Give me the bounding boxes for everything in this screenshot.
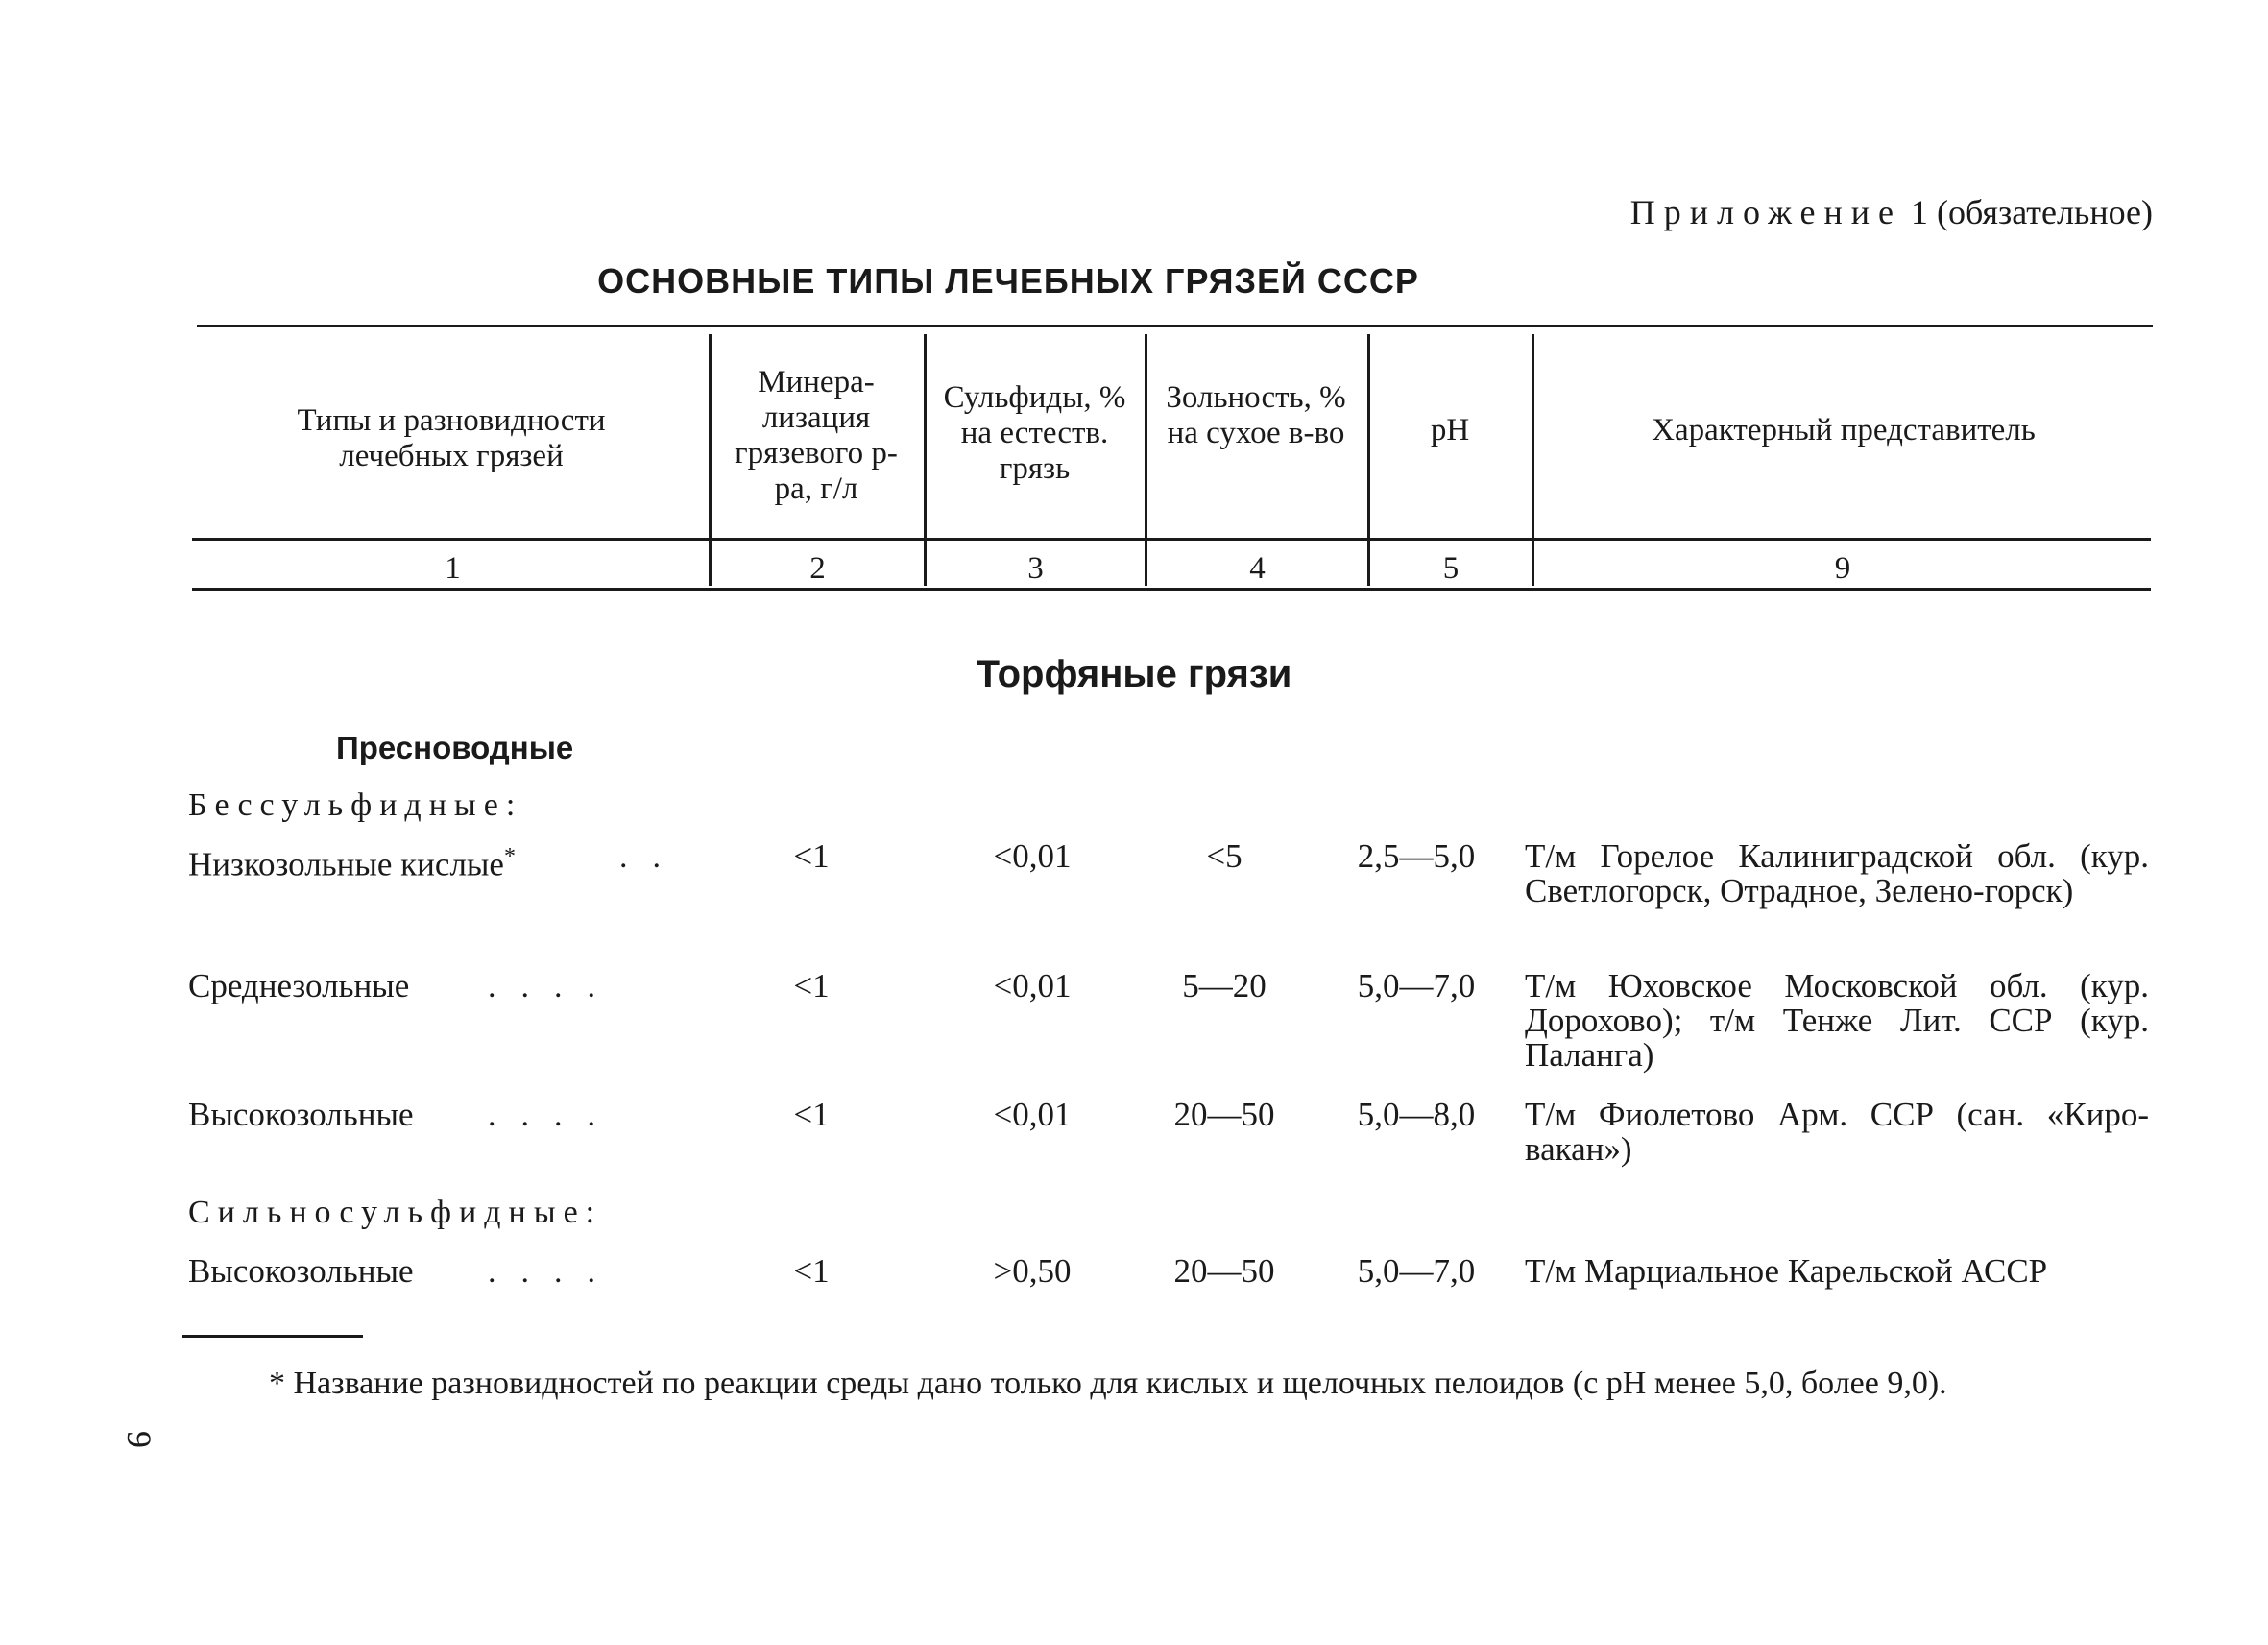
cell-mineralization: <1: [793, 967, 830, 1004]
row-name: Среднезольные: [188, 967, 410, 1004]
group-label: Сильносульфидные:: [188, 1195, 603, 1230]
group-label: Бессульфидные:: [188, 787, 523, 823]
cell-sulfides: <0,01: [993, 1096, 1072, 1133]
leader-dots: ..: [619, 839, 686, 875]
leader-dots: ....: [488, 969, 620, 1004]
header-col-sulfides: Сульфиды, % на естеств. грязь: [943, 380, 1126, 486]
column-number: 1: [445, 551, 461, 586]
column-divider: [1145, 334, 1147, 586]
column-divider: [1532, 334, 1534, 586]
footnote: * Название разновидностей по реакции среды дано только для кислых и щелочных пелоидов (с pH менее 5,0, более 9,0).: [269, 1366, 1947, 1401]
cell-ash: 20—50: [1173, 1252, 1275, 1290]
cell-sulfides: <0,01: [993, 967, 1072, 1004]
header-col-type: Типы и разновидности лечебных грязей: [297, 403, 606, 473]
cell-ph: 2,5—5,0: [1357, 837, 1476, 875]
cell-ph: 5,0—8,0: [1357, 1096, 1476, 1133]
cell-ash: 20—50: [1173, 1096, 1275, 1133]
column-divider: [924, 334, 927, 586]
header-bottom-rule: [192, 538, 2151, 541]
cell-ph: 5,0—7,0: [1357, 1252, 1476, 1290]
cell-mineralization: <1: [793, 837, 830, 875]
cell-sulfides: >0,50: [993, 1252, 1072, 1290]
leader-dots: ....: [488, 1098, 620, 1133]
row-name: Высокозольные: [188, 1096, 414, 1133]
column-divider: [709, 334, 712, 586]
cell-mineralization: <1: [793, 1096, 830, 1133]
header-col-representative: Характерный представитель: [1652, 413, 2036, 448]
footnote-divider: [182, 1335, 363, 1338]
subsection-title: Пресноводные: [336, 730, 574, 765]
table-numbers-rule: [192, 588, 2151, 591]
cell-ph: 5,0—7,0: [1357, 967, 1476, 1004]
table-top-rule: [197, 325, 2153, 327]
header-col-ph: pH: [1430, 413, 1470, 448]
cell-sulfides: <0,01: [993, 837, 1072, 875]
header-col-mineralization: Минера-лизация грязевого р-ра, г/л: [735, 365, 898, 506]
header-col-ash: Зольность, % на сухое в-во: [1166, 380, 1346, 450]
cell-representative: Т/м Горелое Калиниградской обл. (кур. Светлогорск, Отрадное, Зелено-горск): [1525, 837, 2149, 909]
cell-mineralization: <1: [793, 1252, 830, 1290]
cell-ash: 5—20: [1182, 967, 1267, 1004]
page-number: 9: [120, 1431, 158, 1448]
row-name: Высокозольные: [188, 1252, 414, 1290]
section-title: Торфяные грязи: [976, 653, 1292, 695]
column-divider: [1367, 334, 1370, 586]
column-number: 5: [1442, 551, 1460, 586]
cell-ash: <5: [1206, 837, 1243, 875]
leader-dots: ....: [488, 1254, 620, 1290]
cell-representative: Т/м Фиолетово Арм. ССР (сан. «Киро-вакан»): [1525, 1096, 2149, 1168]
footnote-mark: *: [503, 844, 516, 869]
column-number: 2: [809, 551, 826, 586]
column-number: 3: [1027, 551, 1044, 586]
row-name: Низкозольные кислые*: [188, 844, 516, 883]
appendix-label: Приложение 1 (обязательное): [1629, 193, 2153, 231]
document-title: ОСНОВНЫЕ ТИПЫ ЛЕЧЕБНЫХ ГРЯЗЕЙ СССР: [597, 261, 1419, 301]
column-number: 4: [1249, 551, 1266, 586]
column-number: 9: [1834, 551, 1851, 586]
cell-representative: Т/м Марциальное Карельской АССР: [1525, 1252, 2048, 1290]
cell-representative: Т/м Юховское Московской обл. (кур. Дорохово); т/м Тенже Лит. ССР (кур. Паланга): [1525, 967, 2149, 1074]
